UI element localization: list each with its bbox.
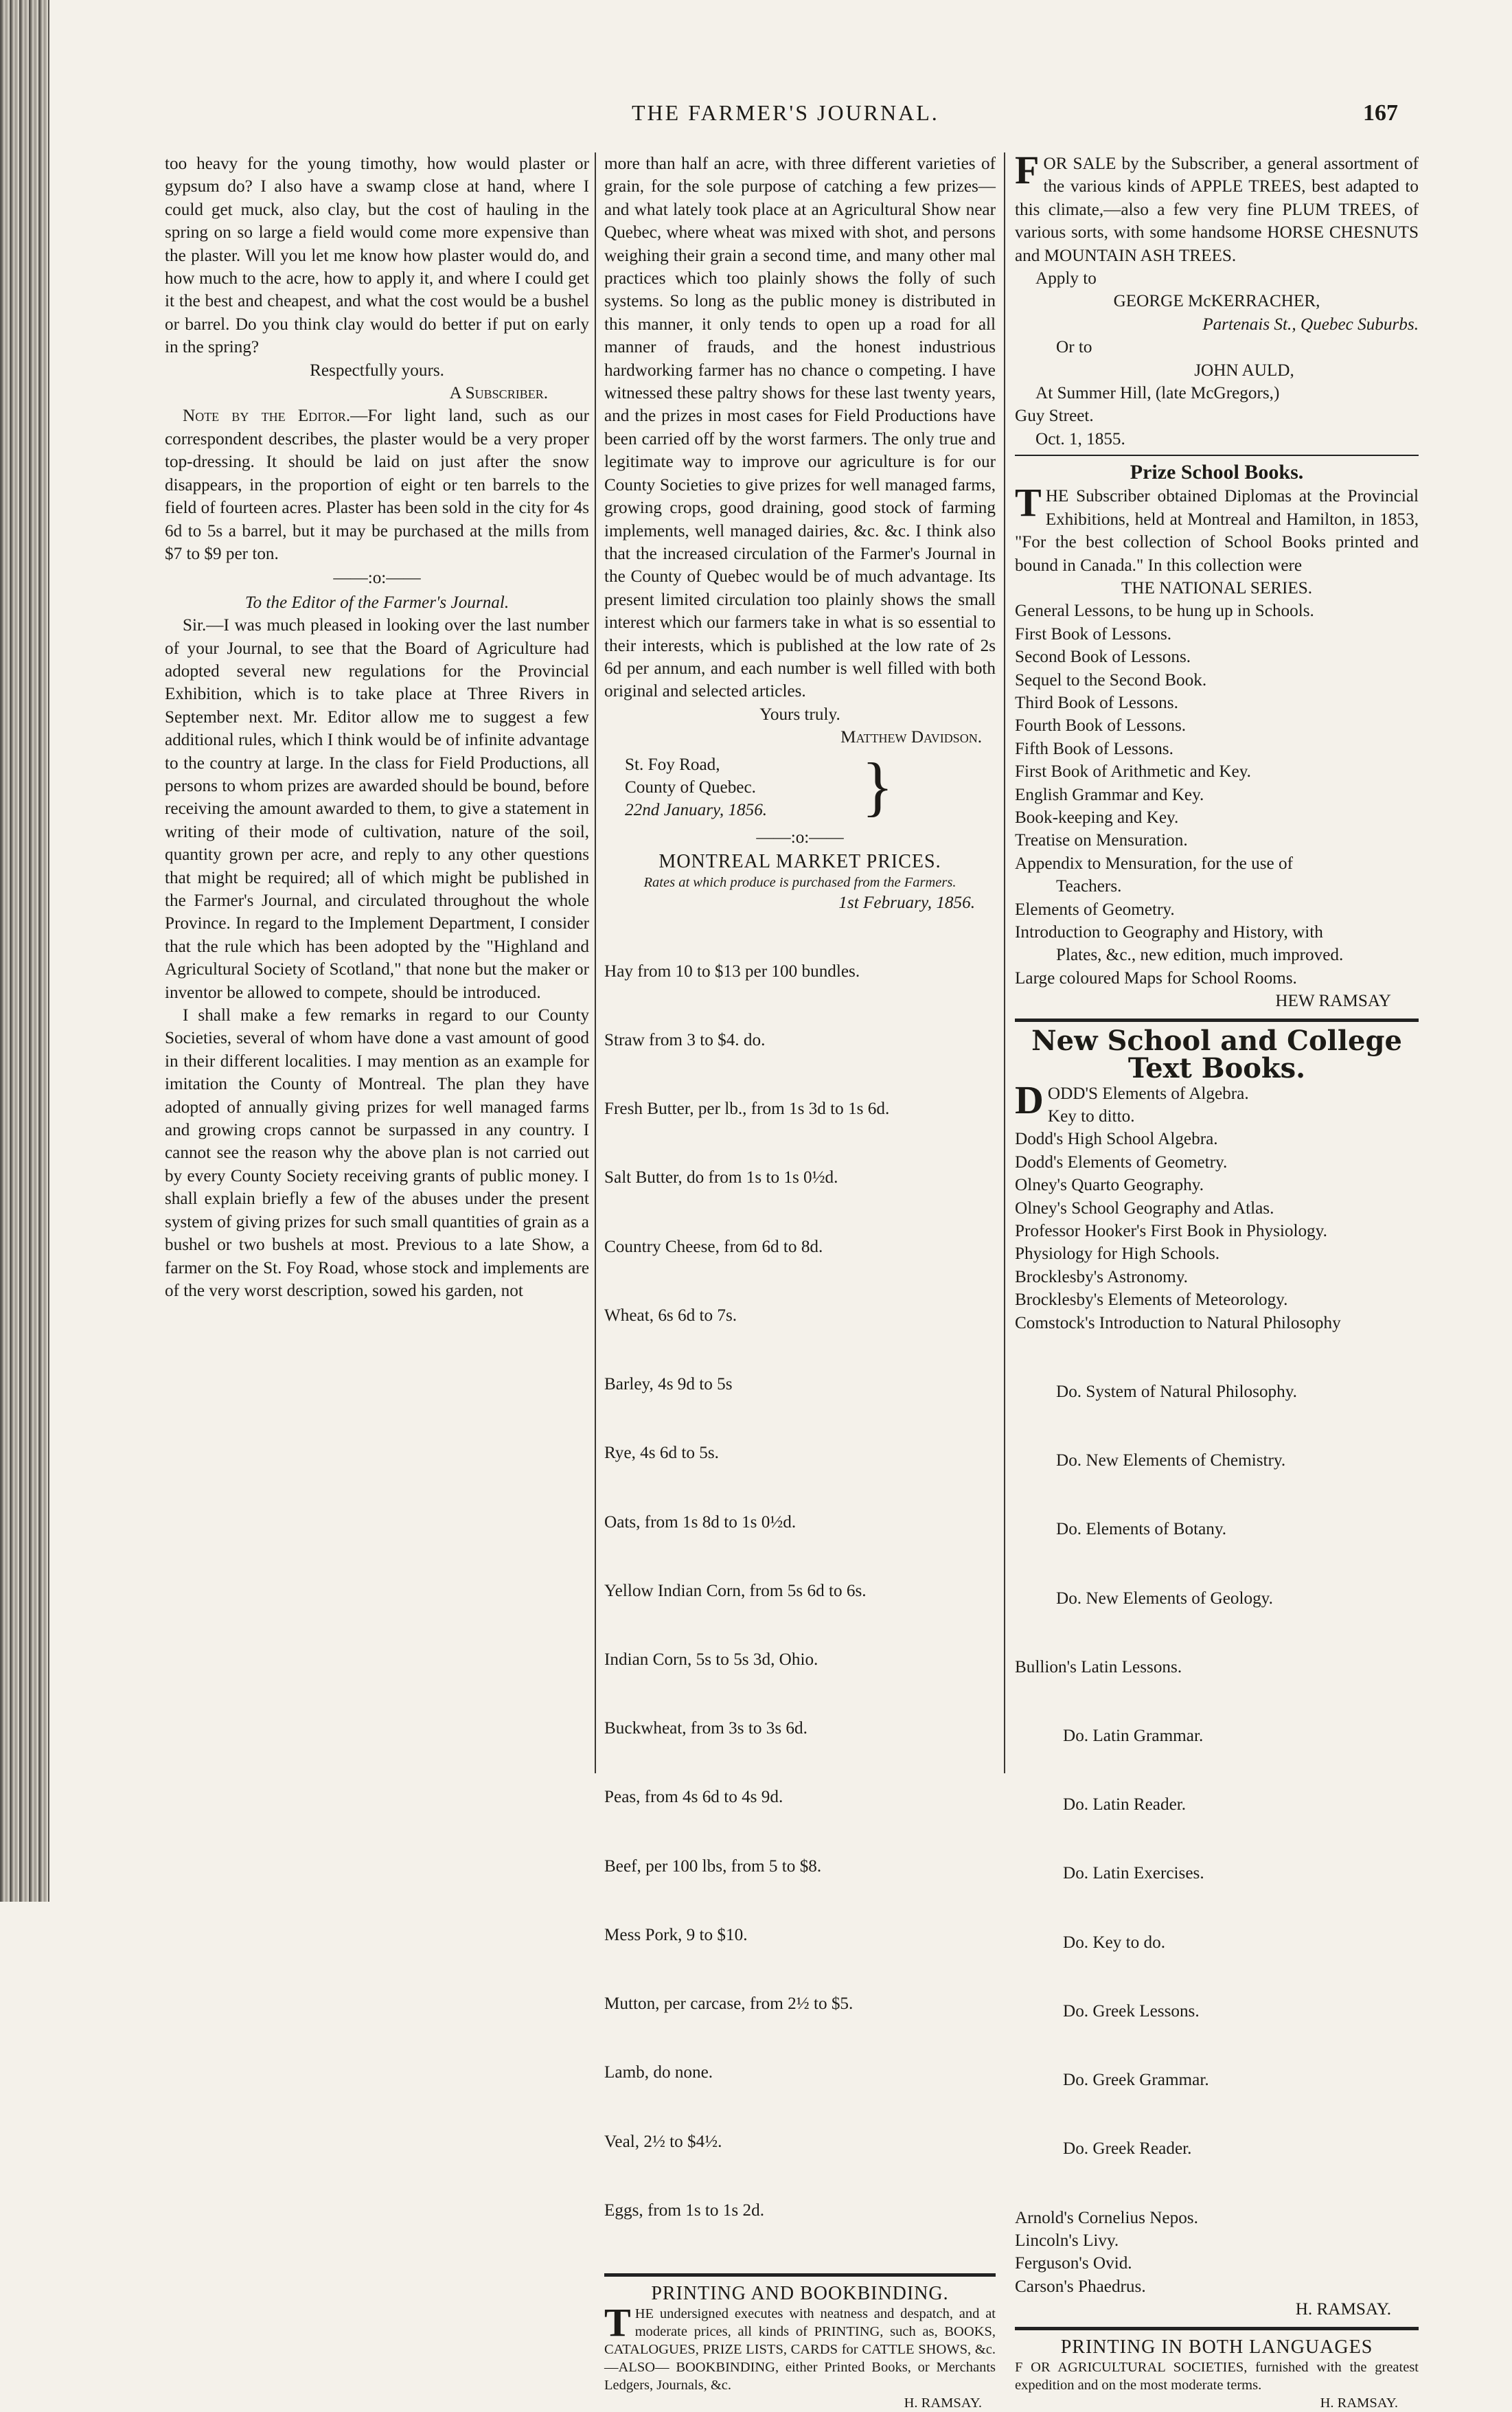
page-number: 167	[1363, 100, 1398, 126]
ditto-item: Do. Greek Grammar.	[1063, 2071, 1209, 2090]
series-item: Fourth Book of Lessons.	[1015, 716, 1187, 736]
new-books-list	[1015, 1105, 1419, 1334]
section-separator: ——:o:——	[756, 828, 844, 847]
letter-paragraph: Sir.—I was much pleased in looking over the last number of your Journal, to see that the Board of Agriculture had adopted several new regulations for the Provincial Exhibition, which is to take place at Three Rivers in September next. Mr. Editor allow me to suggest a few additional rules, which I think would be of infinite advantage to the country at large. In the class for Field Productions, all persons to whom prizes are awarded should be bound, before receiving the amount awarded to them, to give a statement in writing of their mode of cultivation, nature of the soil, quantity grown per acre, and reply to any other questions that might be required; all of which might be published in the Farmer's Journal, and circulated throughout the whole Province. In regard to the Implement Department, I consider that the rule which has been adopted by the "Highland and Agricultural Society of Scotland," that none but the maker or inventor be allowed to compete, should be introduced.	[165, 616, 589, 1002]
prize-books-body: HE Subscriber obtained Diplomas at the Provincial Exhibitions, held at Montreal and Hamilton, in 1853, "For the best collection of School Books printed and bound in Canada." In this collection were	[1015, 487, 1419, 575]
letter-paragraph: I shall make a few remarks in regard to our County Societies, several of whom have done a vast amount of good in their different localities. I may mention as an example for imitation the County of Montreal. The plan they have adopted of annually giving prizes for well managed farms and growing crops cannot be surpassed in any country. I cannot see the reason why the above plan is not carried out by every County Society receiving grants of public money. I shall explain briefly a few of the abuses under the present system of giving prizes for such small quantities of grain as a bushel or two bushels at most. Previous to a late Show, a farmer on the St. Foy Road, whose stock and implements are of the very worst description, sowed his garden, not	[165, 1006, 589, 1300]
printing-title: PRINTING AND BOOKBINDING.	[651, 2282, 949, 2304]
column-rule	[1004, 152, 1005, 1773]
price-item: Rye, 4s 6d to 5s.	[604, 1444, 719, 1463]
languages-title: PRINTING IN BOTH LANGUAGES	[1060, 2336, 1373, 2358]
contact-name: GEORGE McKERRACHER,	[1113, 292, 1320, 311]
editor-note-text: —For light land, such as our correspondent describes, the plaster would be a very proper top-dressing. It should be laid on just after the snow disappears, in the proportion of eight or ten barrels to the field of fourteen acres. Plaster has been sold in the city for 4s 6d to 5s a barrel, but it may be purchased at the mills from $7 to $9 per ton.	[165, 407, 589, 563]
series-item: Introduction to Geography and History, with	[1015, 923, 1323, 942]
series-item: Elements of Geometry.	[1015, 900, 1175, 919]
book-item: Brocklesby's Astronomy.	[1015, 1267, 1188, 1286]
price-item: Indian Corn, 5s to 5s 3d, Ohio.	[604, 1650, 818, 1669]
market-subtitle: Rates at which produce is purchased from the Farmers.	[643, 874, 957, 890]
ditto-item: Do. Latin Reader.	[1063, 1795, 1187, 1814]
series-item: Book-keeping and Key.	[1015, 808, 1179, 827]
prize-books-text	[1015, 480, 1419, 577]
ditto-item: Do. Elements of Botany.	[1056, 1520, 1227, 1539]
price-item: Beef, per 100 lbs, from 5 to $8.	[604, 1856, 822, 1876]
book-item: Dodd's High School Algebra.	[1015, 1130, 1218, 1149]
ditto-item: Do. Greek Lessons.	[1063, 2001, 1200, 2021]
series-list	[1015, 600, 1419, 990]
column-3	[1015, 148, 1419, 2412]
bullion-ditto-list	[1015, 1679, 1419, 2206]
tree-sale-text: OR SALE by the Subscriber, a general assortment of the various kinds of APPLE TREES, best adapted to this climate,—also a few very fine PLUM TREES, of various sorts, with some handsome HORSE CHESNUTS and MOUNTAIN ASH TREES.	[1015, 155, 1419, 265]
book-item: Physiology for High Schools.	[1015, 1244, 1220, 1264]
series-item: Treatise on Mensuration.	[1015, 831, 1188, 850]
heavy-rule	[604, 2273, 996, 2277]
price-item: Buckwheat, from 3s to 3s 6d.	[604, 1719, 807, 1738]
letter-heading: To the Editor of the Farmer's Journal.	[244, 593, 509, 612]
new-books-first-text: ODD'S Elements of Algebra.	[1047, 1084, 1249, 1103]
or-to: Or to	[1056, 338, 1092, 357]
languages-text: F OR AGRICULTURAL SOCIETIES, furnished with the greatest expedition and on the most moderate terms.	[1015, 2359, 1419, 2393]
prize-signature: HEW RAMSAY	[1275, 992, 1391, 1011]
series-item: General Lessons, to be hung up in Schools.	[1015, 602, 1314, 621]
editor-note-lead: Note by the Editor.	[183, 407, 351, 426]
market-title: MONTREAL MARKET PRICES.	[658, 851, 941, 873]
editor-note	[165, 405, 589, 565]
series-item: First Book of Arithmetic and Key.	[1015, 762, 1251, 782]
tree-sale-ad	[1015, 148, 1419, 267]
series-item: Sequel to the Second Book.	[1015, 670, 1207, 690]
price-list	[604, 914, 996, 2268]
book-item: Lincoln's Livy.	[1015, 2231, 1119, 2250]
ditto-item: Do. New Elements of Chemistry.	[1056, 1451, 1286, 1470]
book-item: Arnold's Cornelius Nepos.	[1015, 2208, 1198, 2227]
printing-ad-text	[604, 2300, 996, 2394]
series-item: Large coloured Maps for School Rooms.	[1015, 968, 1297, 988]
brace-glyph: }	[862, 749, 894, 823]
series-item: English Grammar and Key.	[1015, 785, 1204, 804]
price-item: Veal, 2½ to $4½.	[604, 2132, 722, 2151]
series-item: Third Book of Lessons.	[1015, 693, 1178, 712]
letter-question-paragraph: too heavy for the young timothy, how would plaster or gypsum do? I also have a swamp close at hand, where I could get muck, also clay, but the cost of hauling in the spring on so large a field would come more expensive than the plaster. Will you let me know how plaster would do, and how much to the acre, how to apply it, and where I could get it the best and cheapest, and what the cost would be a bushel or barrel. Do you think clay would do better if put on early in the spring?	[165, 155, 589, 357]
drop-cap: F	[1015, 148, 1040, 192]
series-item: Fifth Book of Lessons.	[1015, 739, 1173, 758]
contact-address: At Summer Hill, (late McGregors,)	[1035, 384, 1280, 403]
price-item: Peas, from 4s 6d to 4s 9d.	[604, 1788, 783, 1807]
price-item: Country Cheese, from 6d to 8d.	[604, 1237, 823, 1256]
price-item: Mess Pork, 9 to $10.	[604, 1925, 748, 1944]
drop-cap: T	[604, 2300, 631, 2345]
running-head: THE FARMER'S JOURNAL.	[632, 100, 939, 125]
price-item: Fresh Butter, per lb., from 1s 3d to 1s 6d.	[604, 1100, 890, 1119]
price-item: Hay from 10 to $13 per 100 bundles.	[604, 962, 860, 981]
ditto-item: Do. Latin Grammar.	[1063, 1727, 1204, 1745]
series-item: First Book of Lessons.	[1015, 624, 1172, 644]
price-item: Mutton, per carcase, from 2½ to $5.	[604, 1994, 854, 2014]
book-item: Olney's School Geography and Atlas.	[1015, 1198, 1274, 1218]
address-line: 22nd January, 1856.	[625, 801, 768, 820]
address-line: County of Quebec.	[625, 777, 756, 797]
letter-continuation: more than half an acre, with three different varieties of grain, for the sole purpose of catching a few prizes—and what lately took place at an Agricultural Show near Quebec, where wheat was mixed with shot, and persons weighing their grain a second time, and many other mal practices which too plainly shows the folly of such systems. So long as the public money is distributed in this manner, it only tends to open up a road for all manner of frauds, and the honest industrious hardworking farmer has no chance o competing. I have witnessed these paltry shows for these last twenty years, and the prizes in most cases for Field Productions have been carried off by the worst farmers. The only true and legitimate way to improve our agriculture is for our County Societies to give prizes for well managed farms, growing crops, good draining, good stock of farming implements, well managed dairies, &c. &c. I think also that the increased circulation of the Farmer's Journal in the County of Quebec would be of much advantage. Its present limited circulation too plainly shows the small interest which our farmers take in what is so essential to their interests, which is published at the low rate of 2s 6d per annum, and each number is well filled with both original and selected articles.	[604, 155, 996, 701]
printing-signature: H. RAMSAY.	[904, 2396, 982, 2411]
ditto-item: Do. Key to do.	[1063, 1933, 1166, 1952]
rule	[1015, 455, 1419, 456]
new-books-signature: H. RAMSAY.	[1295, 2300, 1391, 2319]
market-date: 1st February, 1856.	[838, 893, 975, 912]
drop-cap: D	[1015, 1077, 1044, 1122]
book-item: Ferguson's Ovid.	[1015, 2254, 1132, 2273]
letter-signature: Matthew Davidson.	[840, 728, 982, 747]
book-item: Olney's Quarto Geography.	[1015, 1176, 1204, 1195]
section-separator: ——:o:——	[333, 569, 421, 588]
series-item: Appendix to Mensuration, for the use of	[1015, 854, 1294, 873]
book-item: Carson's Phaedrus.	[1015, 2277, 1146, 2296]
heavy-rule	[1015, 2327, 1419, 2330]
address-line: St. Foy Road,	[625, 755, 720, 774]
letter-closing: Yours truly.	[759, 705, 840, 724]
contact-street: Guy Street.	[1015, 407, 1094, 426]
column-1	[165, 152, 589, 1302]
classics-list	[1015, 2207, 1419, 2299]
series-item: Teachers.	[1056, 877, 1122, 896]
price-item: Wheat, 6s 6d to 7s.	[604, 1306, 737, 1325]
letter-closing: Respectfully yours.	[310, 361, 444, 380]
ditto-item: Do. Latin Exercises.	[1063, 1864, 1204, 1883]
prize-books-title: Prize School Books.	[1130, 461, 1304, 484]
price-item: Salt Butter, do from 1s to 1s 0½d.	[604, 1168, 838, 1187]
ditto-item: Do. System of Natural Philosophy.	[1056, 1382, 1297, 1401]
price-item: Yellow Indian Corn, from 5s 6d to 6s.	[604, 1581, 867, 1600]
price-item: Straw from 3 to $4. do.	[604, 1031, 766, 1050]
new-books-title: New School and College Text Books.	[1031, 1024, 1402, 1084]
apply-to: Apply to	[1035, 269, 1097, 288]
address-block	[625, 749, 996, 823]
drop-cap: T	[1015, 480, 1042, 525]
printing-ad-body: HE undersigned executes with neatness and despatch, and at moderate prices, all kinds of PRINTING, such as, BOOKS, CATALOGUES, PRIZE LISTS, CARDS for CATTLE SHOWS, &c. —ALSO— BOOKBINDING, either Printed Books, or Merchants Ledgers, Journals, &c.	[604, 2306, 996, 2393]
price-item: Oats, from 1s 8d to 1s 0½d.	[604, 1512, 797, 1532]
book-item: Key to ditto.	[1047, 1107, 1135, 1126]
book-item: Comstock's Introduction to Natural Philosophy	[1015, 1313, 1341, 1332]
comstock-ditto-list	[1015, 1334, 1419, 1656]
book-binding-edge	[0, 0, 49, 1902]
price-item: Eggs, from 1s to 1s 2d.	[604, 2200, 764, 2220]
heavy-rule	[1015, 1019, 1419, 1022]
book-item: Dodd's Elements of Geometry.	[1015, 1152, 1228, 1172]
contact-name: JOHN AULD,	[1194, 361, 1294, 380]
contact-address: Partenais St., Quebec Suburbs.	[1202, 315, 1419, 334]
book-item: Brocklesby's Elements of Meteorology.	[1015, 1290, 1288, 1310]
languages-signature: H. RAMSAY.	[1320, 2395, 1398, 2411]
price-item: Barley, 4s 9d to 5s	[604, 1375, 733, 1394]
ditto-item: Do. New Elements of Geology.	[1056, 1589, 1273, 1608]
letter-signature: A Subscriber.	[449, 384, 548, 403]
price-item: Lamb, do none.	[604, 2063, 713, 2082]
column-2	[604, 152, 996, 2412]
series-item: Plates, &c., new edition, much improved.	[1056, 946, 1344, 965]
column-rule	[595, 152, 596, 1773]
book-item: Bullion's Latin Lessons.	[1015, 1657, 1182, 1676]
sale-date: Oct. 1, 1855.	[1035, 429, 1125, 448]
ditto-item: Do. Greek Reader.	[1063, 2139, 1192, 2159]
series-title: THE NATIONAL SERIES.	[1121, 578, 1313, 598]
series-item: Second Book of Lessons.	[1015, 648, 1191, 667]
book-item: Professor Hooker's First Book in Physiology.	[1015, 1222, 1327, 1241]
